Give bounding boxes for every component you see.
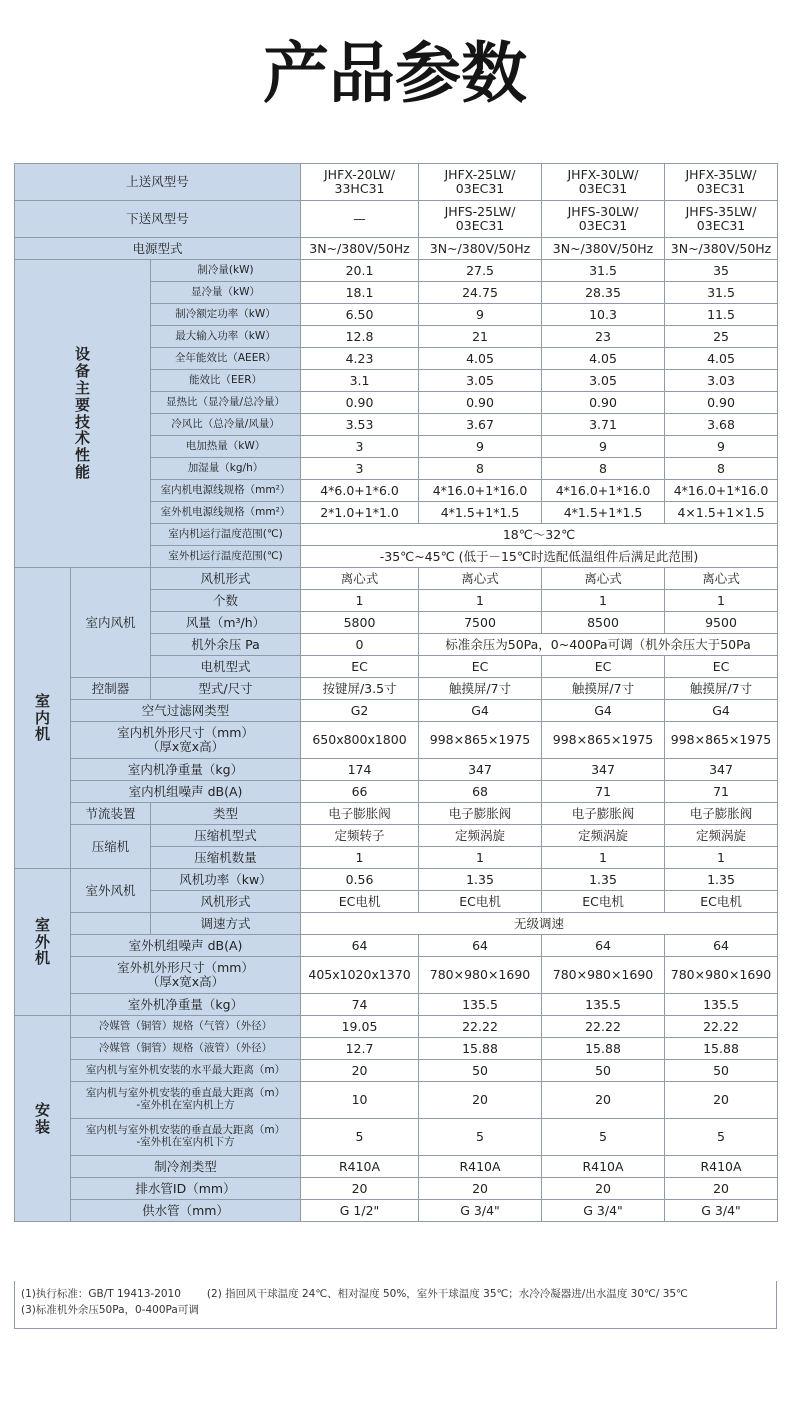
tech-value-model-3: 4*16.0+1*16.0: [542, 480, 665, 502]
tech-value-model-4: 3.68: [665, 414, 778, 436]
install-value-model-3: 50: [542, 1060, 665, 1082]
header-row-up: [15, 164, 778, 201]
tech-value-model-1: 2*1.0+1*1.0: [301, 502, 419, 524]
indoor-filter-row: [15, 700, 778, 722]
install-value-model-4: 15.88: [665, 1038, 778, 1060]
indoor-fan-value-model-1: 5800: [301, 612, 419, 634]
tech-value-model-2: 27.5: [419, 260, 542, 282]
install-row-label: 室内机与室外机安装的水平最大距离（m）: [71, 1060, 301, 1082]
header-row-down: [15, 201, 778, 238]
outdoor-size-value-model-2: 780×980×1690: [419, 957, 542, 994]
install-row-label: 冷媒管（铜管）规格（气管）（外径）: [71, 1016, 301, 1038]
tech-row-label: 制冷量(kW): [151, 260, 301, 282]
outdoor-noise-value-model-3: 64: [542, 935, 665, 957]
indoor-size-row: [15, 722, 778, 759]
indoor-noise-value-model-4: 71: [665, 781, 778, 803]
indoor-fan-value-model-3: 8500: [542, 612, 665, 634]
outdoor-weight-value-model-3: 135.5: [542, 994, 665, 1016]
install-row: [15, 1060, 778, 1082]
section-indoor-label: 室 内 机: [15, 568, 71, 869]
power-4: 3N~/380V/50Hz: [665, 238, 778, 260]
outdoor-fan-power-value-model-4: 1.35: [665, 869, 778, 891]
tech-value-model-1: 12.8: [301, 326, 419, 348]
install-value-model-1: 5: [301, 1119, 419, 1156]
tech-row-label: 室外机电源线规格（mm²）: [151, 502, 301, 524]
tech-span-label: 室内机运行温度范围(℃): [151, 524, 301, 546]
tech-value-model-1: 3.1: [301, 370, 419, 392]
outdoor-fan-power-value-model-3: 1.35: [542, 869, 665, 891]
controller-value-model-3: 触摸屏/7寸: [542, 678, 665, 700]
install-value-model-4: 50: [665, 1060, 778, 1082]
indoor-size-value-model-2: 998×865×1975: [419, 722, 542, 759]
outdoor-weight-row: [15, 994, 778, 1016]
outdoor-noise-label: 室外机组噪声 dB(A): [71, 935, 301, 957]
install-row-label: 制冷剂类型: [71, 1156, 301, 1178]
filter-value-model-1: G2: [301, 700, 419, 722]
indoor-fan-row-label: 机外余压 Pa: [151, 634, 301, 656]
down-model-2: JHFS-25LW/ 03EC31: [419, 201, 542, 238]
outdoor-fan-type-value-model-3: EC电机: [542, 891, 665, 913]
indoor-fan-value-model-2: EC: [419, 656, 542, 678]
tech-value-model-1: 4.23: [301, 348, 419, 370]
install-row-label: 室内机与室外机安装的垂直最大距离（m） -室外机在室内机上方: [71, 1082, 301, 1119]
controller-label: 型式/尺寸: [151, 678, 301, 700]
filter-value-model-4: G4: [665, 700, 778, 722]
controller-group-label: 控制器: [71, 678, 151, 700]
install-value-model-2: 15.88: [419, 1038, 542, 1060]
page-title: 产品参数: [263, 35, 527, 112]
indoor-fan-row-label: 风量（m³/h）: [151, 612, 301, 634]
tech-value-model-4: 8: [665, 458, 778, 480]
outdoor-fan-type-value-model-1: EC电机: [301, 891, 419, 913]
indoor-fan-row-label: 风机形式: [151, 568, 301, 590]
up-model-2: JHFX-25LW/ 03EC31: [419, 164, 542, 201]
compressor-count-value-model-3: 1: [542, 847, 665, 869]
tech-value-model-1: 3: [301, 436, 419, 458]
indoor-fan-value-model-4: EC: [665, 656, 778, 678]
indoor-fan-value-model-3: 离心式: [542, 568, 665, 590]
install-value-model-3: R410A: [542, 1156, 665, 1178]
tech-row-label: 显热比（显冷量/总冷量）: [151, 392, 301, 414]
outdoor-speed-value: 无级调速: [301, 913, 778, 935]
section-tech-label: 设 备 主 要 技 术 性 能: [15, 260, 151, 568]
up-model-label: 上送风型号: [15, 164, 301, 201]
tech-row-label: 全年能效比（AEER）: [151, 348, 301, 370]
outdoor-weight-value-model-1: 74: [301, 994, 419, 1016]
tech-value-model-2: 4*1.5+1*1.5: [419, 502, 542, 524]
indoor-noise-value-model-3: 71: [542, 781, 665, 803]
install-value-model-3: 20: [542, 1082, 665, 1119]
footnote-3: (3)标准机外余压50Pa，0-400Pa可调: [21, 1303, 199, 1316]
filter-label: 空气过滤网类型: [71, 700, 301, 722]
compressor-group-label: 压缩机: [71, 825, 151, 869]
indoor-noise-row: [15, 781, 778, 803]
tech-value-model-1: 18.1: [301, 282, 419, 304]
indoor-weight-label: 室内机净重量（kg）: [71, 759, 301, 781]
tech-value-model-3: 3.71: [542, 414, 665, 436]
tech-value-model-1: 3.53: [301, 414, 419, 436]
tech-value-model-1: 0.90: [301, 392, 419, 414]
tech-span-label: 室外机运行温度范围(℃): [151, 546, 301, 568]
controller-value-model-2: 触摸屏/7寸: [419, 678, 542, 700]
indoor-fan-value-model-4: 离心式: [665, 568, 778, 590]
section-install-label: 安 装: [15, 1016, 71, 1222]
outdoor-speed-row: [15, 913, 778, 935]
compressor-count-value-model-2: 1: [419, 847, 542, 869]
tech-value-model-2: 4.05: [419, 348, 542, 370]
tech-row-label: 加湿量（kg/h）: [151, 458, 301, 480]
tech-value-model-2: 21: [419, 326, 542, 348]
tech-value-model-3: 0.90: [542, 392, 665, 414]
install-value-model-1: R410A: [301, 1156, 419, 1178]
tech-row-label: 显冷量（kW）: [151, 282, 301, 304]
tech-row-label: 制冷额定功率（kW）: [151, 304, 301, 326]
outdoor-fan-power-row: [15, 869, 778, 891]
tech-value-model-2: 0.90: [419, 392, 542, 414]
controller-value-model-1: 按键屏/3.5寸: [301, 678, 419, 700]
install-value-model-1: 19.05: [301, 1016, 419, 1038]
tech-span-value: 18℃～32℃: [301, 524, 778, 546]
indoor-controller-row: [15, 678, 778, 700]
tech-value-model-4: 4.05: [665, 348, 778, 370]
throttle-group-label: 节流装置: [71, 803, 151, 825]
install-row: [15, 1200, 778, 1222]
tech-value-model-2: 9: [419, 436, 542, 458]
indoor-fan-value-model-3: EC: [542, 656, 665, 678]
indoor-size-value-model-3: 998×865×1975: [542, 722, 665, 759]
tech-row-label: 室内机电源线规格（mm²）: [151, 480, 301, 502]
outdoor-size-value-model-1: 405x1020x1370: [301, 957, 419, 994]
tech-value-model-2: 3.05: [419, 370, 542, 392]
outdoor-fan-type-value-model-2: EC电机: [419, 891, 542, 913]
tech-value-model-4: 9: [665, 436, 778, 458]
filter-value-model-2: G4: [419, 700, 542, 722]
outdoor-noise-value-model-4: 64: [665, 935, 778, 957]
indoor-fan-value-model-2: 1: [419, 590, 542, 612]
indoor-fan-value-model-1: 0: [301, 634, 419, 656]
indoor-size-label: 室内机外形尺寸（mm） （厚x宽x高）: [71, 722, 301, 759]
tech-row-label: 冷风比（总冷量/风量）: [151, 414, 301, 436]
indoor-comp-row: [15, 825, 778, 847]
install-row: [15, 1156, 778, 1178]
throttle-value-model-2: 电子膨胀阀: [419, 803, 542, 825]
indoor-weight-value-model-3: 347: [542, 759, 665, 781]
install-value-model-2: 5: [419, 1119, 542, 1156]
indoor-fan-span-value: 标准余压为50Pa，0~400Pa可调（机外余压大于50Pa: [419, 634, 778, 656]
tech-value-model-4: 0.90: [665, 392, 778, 414]
indoor-fan-value-model-4: 1: [665, 590, 778, 612]
footnote-2: (2) 指回风干球温度 24℃、相对湿度 50%，室外干球温度 35℃；水冷冷凝器进/出水温度 30℃/ 35℃: [206, 1288, 688, 1300]
outdoor-noise-row: [15, 935, 778, 957]
throttle-value-model-4: 电子膨胀阀: [665, 803, 778, 825]
tech-value-model-3: 3.05: [542, 370, 665, 392]
tech-row-label: 最大输入功率（kW）: [151, 326, 301, 348]
spec-table: [14, 163, 778, 1222]
compressor-type-label: 压缩机型式: [151, 825, 301, 847]
tech-value-model-2: 4*16.0+1*16.0: [419, 480, 542, 502]
throttle-value-model-1: 电子膨胀阀: [301, 803, 419, 825]
indoor-weight-value-model-1: 174: [301, 759, 419, 781]
indoor-fan-value-model-1: 离心式: [301, 568, 419, 590]
outdoor-fan-group-label: 室外风机: [71, 869, 151, 913]
section-outdoor-label: 室 外 机: [15, 869, 71, 1016]
outdoor-fan-type-value-model-4: EC电机: [665, 891, 778, 913]
indoor-fan-value-model-2: 离心式: [419, 568, 542, 590]
tech-value-model-1: 3: [301, 458, 419, 480]
outdoor-speed-label: 调速方式: [151, 913, 301, 935]
tech-value-model-4: 25: [665, 326, 778, 348]
indoor-fan-value-model-1: 1: [301, 590, 419, 612]
indoor-throttle-row: [15, 803, 778, 825]
install-value-model-2: 50: [419, 1060, 542, 1082]
tech-value-model-3: 4*1.5+1*1.5: [542, 502, 665, 524]
tech-value-model-4: 31.5: [665, 282, 778, 304]
indoor-noise-value-model-2: 68: [419, 781, 542, 803]
compressor-type-value-model-2: 定频涡旋: [419, 825, 542, 847]
spec-table-wrapper: [14, 163, 777, 1222]
indoor-size-value-model-1: 650x800x1800: [301, 722, 419, 759]
compressor-type-value-model-4: 定频涡旋: [665, 825, 778, 847]
tech-value-model-3: 4.05: [542, 348, 665, 370]
tech-row-label: 能效比（EER）: [151, 370, 301, 392]
indoor-noise-label: 室内机组噪声 dB(A): [71, 781, 301, 803]
indoor-size-value-model-4: 998×865×1975: [665, 722, 778, 759]
install-value-model-4: 20: [665, 1082, 778, 1119]
install-value-model-3: 5: [542, 1119, 665, 1156]
power-label: 电源型式: [15, 238, 301, 260]
indoor-weight-value-model-4: 347: [665, 759, 778, 781]
power-3: 3N~/380V/50Hz: [542, 238, 665, 260]
tech-value-model-4: 11.5: [665, 304, 778, 326]
indoor-fan-row-label: 电机型式: [151, 656, 301, 678]
compressor-count-value-model-1: 1: [301, 847, 419, 869]
down-model-label: 下送风型号: [15, 201, 301, 238]
tech-value-model-4: 35: [665, 260, 778, 282]
install-value-model-3: 22.22: [542, 1016, 665, 1038]
install-value-model-1: 12.7: [301, 1038, 419, 1060]
install-value-model-3: 20: [542, 1178, 665, 1200]
install-value-model-2: 20: [419, 1178, 542, 1200]
tech-value-model-4: 4×1.5+1×1.5: [665, 502, 778, 524]
tech-value-model-4: 3.03: [665, 370, 778, 392]
compressor-type-value-model-3: 定频涡旋: [542, 825, 665, 847]
down-model-1: —: [301, 201, 419, 238]
outdoor-size-row: [15, 957, 778, 994]
install-row-label: 冷媒管（铜管）规格（液管）（外径）: [71, 1038, 301, 1060]
outdoor-weight-value-model-4: 135.5: [665, 994, 778, 1016]
indoor-fan-value-model-3: 1: [542, 590, 665, 612]
tech-value-model-3: 9: [542, 436, 665, 458]
install-row: [15, 1038, 778, 1060]
up-model-4: JHFX-35LW/ 03EC31: [665, 164, 778, 201]
footnote-1: (1)执行标准：GB/T 19413-2010: [21, 1288, 181, 1300]
install-row-label: 室内机与室外机安装的垂直最大距离（m） -室外机在室内机下方: [71, 1119, 301, 1156]
install-value-model-1: 10: [301, 1082, 419, 1119]
indoor-fan-row: [15, 568, 778, 590]
outdoor-weight-label: 室外机净重量（kg）: [71, 994, 301, 1016]
outdoor-size-value-model-3: 780×980×1690: [542, 957, 665, 994]
tech-row: [15, 260, 778, 282]
tech-value-model-1: 20.1: [301, 260, 419, 282]
outdoor-noise-value-model-2: 64: [419, 935, 542, 957]
install-row: [15, 1178, 778, 1200]
install-value-model-2: R410A: [419, 1156, 542, 1178]
outdoor-size-label: 室外机外形尺寸（mm） （厚x宽x高）: [71, 957, 301, 994]
install-row-label: 排水管ID（mm）: [71, 1178, 301, 1200]
install-value-model-4: R410A: [665, 1156, 778, 1178]
outdoor-speed-spacer: [71, 913, 151, 935]
indoor-fan-group-label: 室内风机: [71, 568, 151, 678]
power-1: 3N~/380V/50Hz: [301, 238, 419, 260]
install-row-label: 供水管（mm）: [71, 1200, 301, 1222]
tech-value-model-2: 8: [419, 458, 542, 480]
install-value-model-1: 20: [301, 1060, 419, 1082]
power-2: 3N~/380V/50Hz: [419, 238, 542, 260]
tech-value-model-3: 8: [542, 458, 665, 480]
tech-value-model-3: 28.35: [542, 282, 665, 304]
install-value-model-2: 20: [419, 1082, 542, 1119]
tech-span-value: -35℃~45℃ (低于－15℃时选配低温组件后满足此范围): [301, 546, 778, 568]
tech-value-model-2: 3.67: [419, 414, 542, 436]
outdoor-fan-power-value-model-2: 1.35: [419, 869, 542, 891]
indoor-fan-value-model-1: EC: [301, 656, 419, 678]
down-model-4: JHFS-35LW/ 03EC31: [665, 201, 778, 238]
header-row-power: [15, 238, 778, 260]
indoor-fan-value-model-4: 9500: [665, 612, 778, 634]
up-model-3: JHFX-30LW/ 03EC31: [542, 164, 665, 201]
install-value-model-1: G 1/2": [301, 1200, 419, 1222]
controller-value-model-4: 触摸屏/7寸: [665, 678, 778, 700]
tech-value-model-2: 24.75: [419, 282, 542, 304]
indoor-noise-value-model-1: 66: [301, 781, 419, 803]
tech-value-model-3: 10.3: [542, 304, 665, 326]
outdoor-fan-type-label: 风机形式: [151, 891, 301, 913]
install-value-model-4: 5: [665, 1119, 778, 1156]
install-value-model-3: 15.88: [542, 1038, 665, 1060]
install-value-model-4: 20: [665, 1178, 778, 1200]
tech-value-model-3: 31.5: [542, 260, 665, 282]
install-value-model-2: G 3/4": [419, 1200, 542, 1222]
tech-row-label: 电加热量（kW）: [151, 436, 301, 458]
up-model-1: JHFX-20LW/ 33HC31: [301, 164, 419, 201]
install-row: [15, 1082, 778, 1119]
indoor-fan-value-model-2: 7500: [419, 612, 542, 634]
indoor-fan-row-label: 个数: [151, 590, 301, 612]
indoor-weight-value-model-2: 347: [419, 759, 542, 781]
compressor-count-value-model-4: 1: [665, 847, 778, 869]
down-model-3: JHFS-30LW/ 03EC31: [542, 201, 665, 238]
footnotes: [14, 1281, 777, 1329]
tech-value-model-1: 4*6.0+1*6.0: [301, 480, 419, 502]
outdoor-size-value-model-4: 780×980×1690: [665, 957, 778, 994]
throttle-value-model-3: 电子膨胀阀: [542, 803, 665, 825]
tech-value-model-4: 4*16.0+1*16.0: [665, 480, 778, 502]
install-value-model-4: 22.22: [665, 1016, 778, 1038]
filter-value-model-3: G4: [542, 700, 665, 722]
outdoor-fan-power-label: 风机功率（kw）: [151, 869, 301, 891]
indoor-weight-row: [15, 759, 778, 781]
tech-value-model-2: 9: [419, 304, 542, 326]
outdoor-fan-power-value-model-1: 0.56: [301, 869, 419, 891]
install-row: [15, 1119, 778, 1156]
outdoor-weight-value-model-2: 135.5: [419, 994, 542, 1016]
outdoor-noise-value-model-1: 64: [301, 935, 419, 957]
throttle-label: 类型: [151, 803, 301, 825]
install-value-model-3: G 3/4": [542, 1200, 665, 1222]
tech-value-model-1: 6.50: [301, 304, 419, 326]
compressor-type-value-model-1: 定频转子: [301, 825, 419, 847]
tech-value-model-3: 23: [542, 326, 665, 348]
install-value-model-2: 22.22: [419, 1016, 542, 1038]
compressor-count-label: 压缩机数量: [151, 847, 301, 869]
install-value-model-4: G 3/4": [665, 1200, 778, 1222]
install-row: [15, 1016, 778, 1038]
install-value-model-1: 20: [301, 1178, 419, 1200]
